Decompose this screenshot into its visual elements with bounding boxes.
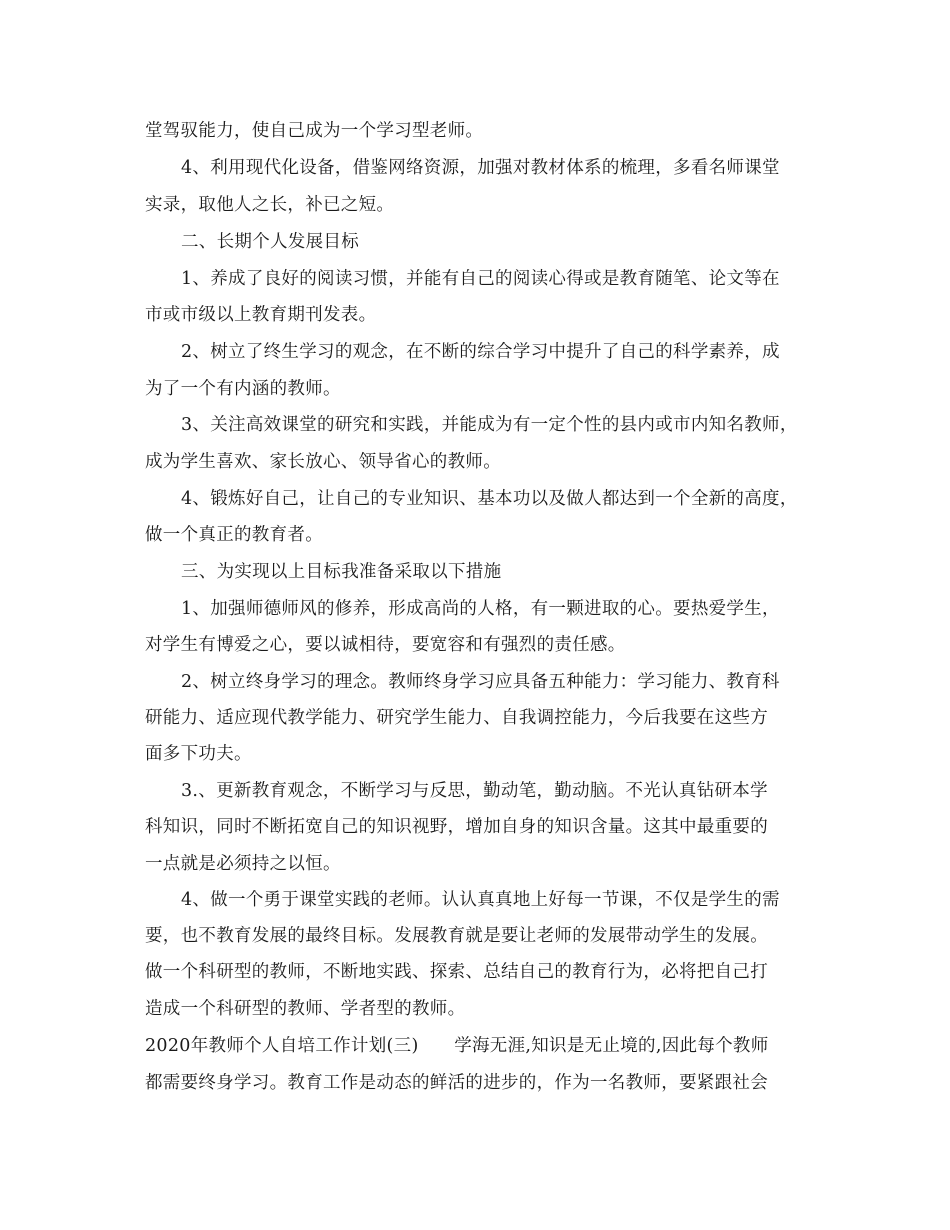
- text-line: 一点就是必须持之以恒。: [145, 854, 341, 874]
- text-line: 做一个科研型的教师，不断地实践、探索、总结自己的教育行为，必将把自己打: [145, 962, 768, 982]
- text-line: 研能力、适应现代教学能力、研究学生能力、自我调控能力，今后我要在这些方: [145, 708, 768, 728]
- text-line: 堂驾驭能力，使自己成为一个学习型老师。: [145, 121, 484, 141]
- text-line: 成为学生喜欢、家长放心、领导省心的教师。: [145, 452, 501, 472]
- text-line: 2、树立终身学习的理念。教师终身学习应具备五种能力：学习能力、教育科: [181, 672, 780, 692]
- text-line: 为了一个有内涵的教师。: [145, 379, 341, 399]
- text-line: 造成一个科研型的教师、学者型的教师。: [145, 999, 466, 1019]
- section-heading: 二、长期个人发展目标: [181, 232, 359, 252]
- text-line: 都需要终身学习。教育工作是动态的鲜活的进步的，作为一名教师，要紧跟社会: [145, 1073, 768, 1093]
- text-line: 3.、更新教育观念，不断学习与反思，勤动笔，勤动脑。不光认真钻研本学: [181, 781, 768, 801]
- text-line: 2、树立了终生学习的观念，在不断的综合学习中提升了自己的科学素养，成: [181, 342, 780, 362]
- text-line: 实录，取他人之长，补已之短。: [145, 195, 395, 215]
- text-line: 1、养成了良好的阅读习惯，并能有自己的阅读心得或是教育随笔、论文等在: [181, 269, 780, 289]
- section-heading: 三、为实现以上目标我准备采取以下措施: [181, 562, 502, 582]
- text-line: 对学生有博爱之心，要以诚相待，要宽容和有强烈的责任感。: [145, 635, 626, 655]
- text-line: 市或市级以上教育期刊发表。: [145, 305, 377, 325]
- section-title-line: 2020年教师个人自培工作计划(三) 学海无涯,知识是无止境的,因此每个教师: [145, 1036, 769, 1056]
- text-line: 4、做一个勇于课堂实践的老师。认认真真地上好每一节课，不仅是学生的需: [181, 890, 780, 910]
- text-line: 面多下功夫。: [145, 744, 252, 764]
- text-line: 1、加强师德师风的修养，形成高尚的人格，有一颗进取的心。要热爱学生，: [181, 599, 780, 619]
- text-line: 4、锻炼好自己，让自己的专业知识、基本功以及做人都达到一个全新的高度，: [181, 489, 798, 509]
- text-line: 3、关注高效课堂的研究和实践，并能成为有一定个性的县内或市内知名教师，: [181, 415, 798, 435]
- text-line: 4、利用现代化设备，借鉴网络资源，加强对教材体系的梳理，多看名师课堂: [181, 158, 780, 178]
- text-line: 科知识，同时不断拓宽自己的知识视野，增加自身的知识含量。这其中最重要的: [145, 817, 768, 837]
- text-line: 做一个真正的教育者。: [145, 525, 323, 545]
- text-line: 要，也不教育发展的最终目标。发展教育就是要让老师的发展带动学生的发展。: [145, 926, 768, 946]
